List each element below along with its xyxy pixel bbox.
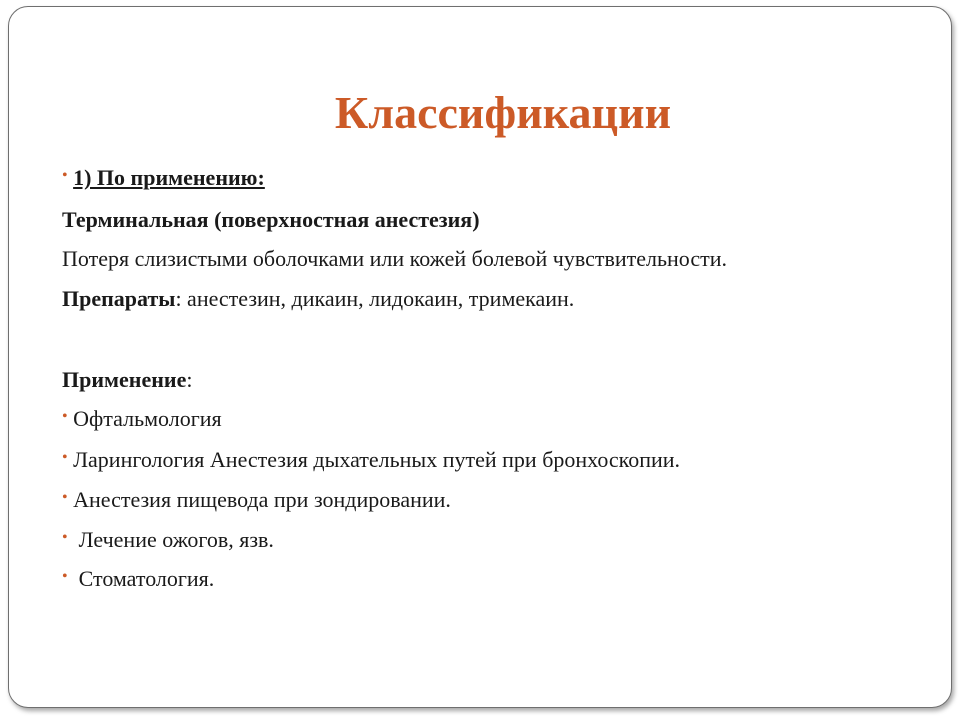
drugs-text: : анестезин, дикаин, лидокаин, тримекаин. [175, 286, 575, 311]
bullet-icon: • [62, 408, 68, 425]
bullet-icon: • [62, 568, 68, 585]
list-item-text: Анестезия пищевода при зондировании. [73, 487, 451, 512]
list-item-text: Ларингология Анестезия дыхательных путей при бронхоскопии. [73, 447, 681, 472]
list-item [62, 565, 214, 593]
bullet-icon: • [62, 167, 68, 184]
anesthesia-type: Терминальная (поверхностная анестезия) [62, 207, 480, 232]
list-item [62, 405, 222, 433]
list-item [62, 486, 451, 514]
application-heading [62, 366, 192, 394]
section-heading: 1) По применению: [73, 165, 265, 190]
list-item [62, 446, 680, 474]
description: Потеря слизистыми оболочками или кожей болевой чувствительности. [62, 246, 728, 271]
slide-title: Классификации [334, 87, 672, 138]
bullet-icon: • [62, 449, 68, 466]
drugs-label: Препараты [62, 286, 176, 311]
section-heading-line [62, 164, 265, 192]
list-item-text: Лечение ожогов, язв. [73, 527, 274, 552]
application-label: Применение [62, 367, 187, 392]
drugs-line [62, 285, 574, 313]
application-colon: : [186, 367, 193, 392]
bullet-icon: • [62, 489, 68, 506]
list-item-text: Стоматология. [73, 566, 215, 591]
list-item-text: Офтальмология [73, 406, 222, 431]
list-item [62, 526, 274, 554]
bullet-icon: • [62, 529, 68, 546]
